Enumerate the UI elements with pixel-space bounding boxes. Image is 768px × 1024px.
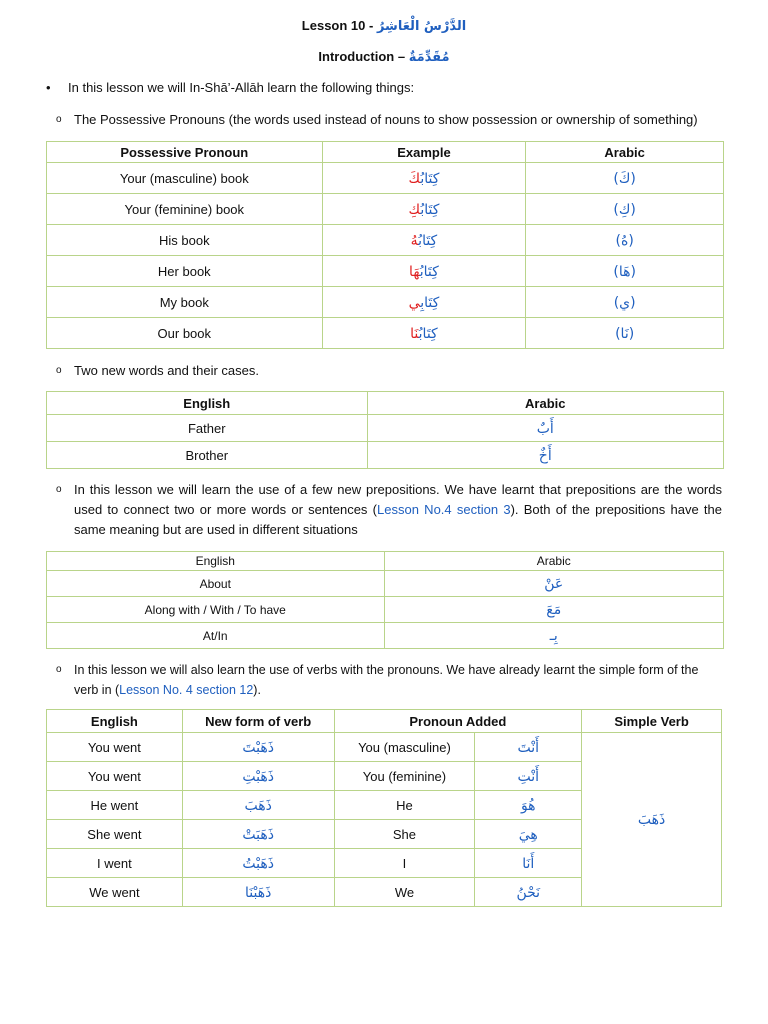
lesson-label: Lesson 10 xyxy=(301,18,366,33)
preposition-arabic: بِـ xyxy=(384,623,724,649)
circle-bullet-icon: o xyxy=(56,365,62,376)
pronoun-arabic: (هَا) xyxy=(526,256,724,287)
possessive-pronoun-table xyxy=(46,141,724,349)
verb-new-form: ذَهَبْتِ xyxy=(182,762,334,791)
intro-label: Introduction xyxy=(318,49,395,64)
pronoun-arabic: (نَا) xyxy=(526,318,724,349)
circle-bullet-icon: o xyxy=(56,664,62,675)
pronoun-added-arabic: أَنَا xyxy=(475,849,582,878)
pronoun-arabic: (كِ) xyxy=(526,194,724,225)
pronoun-added-arabic: هِيَ xyxy=(475,820,582,849)
table-header: Arabic xyxy=(526,142,724,163)
sub-point-verbs: o In this lesson we will also learn the use of verbs with the pronouns. We have already learnt the simple form of the verb in (Lesson No. 4 section 12). xyxy=(56,660,722,700)
bullet-icon: • xyxy=(46,80,51,95)
table-row xyxy=(47,571,724,597)
pronoun-added-english: We xyxy=(334,878,475,907)
table-header: English xyxy=(47,552,385,571)
example-suffix: هَا xyxy=(409,263,420,280)
intro-bullet xyxy=(46,80,414,95)
pronoun-arabic: (ي) xyxy=(526,287,724,318)
example-arabic xyxy=(322,256,526,287)
example-base: كِتَابِ xyxy=(420,294,440,311)
example-base: كِتَابُ xyxy=(420,201,440,218)
table-row xyxy=(47,318,724,349)
pronoun-added-english: You (feminine) xyxy=(334,762,475,791)
sub-point-text: Two new words and their cases. xyxy=(74,363,259,378)
sub-point-new-words xyxy=(56,361,259,381)
pronoun-added-arabic: هُوَ xyxy=(475,791,582,820)
pronoun-english: Her book xyxy=(47,256,323,287)
lesson-link[interactable]: Lesson No. 4 section 12 xyxy=(119,683,254,697)
table-row xyxy=(47,163,724,194)
preposition-arabic: مَعَ xyxy=(384,597,724,623)
sub-point-possessive xyxy=(56,110,724,130)
circle-bullet-icon: o xyxy=(56,114,62,125)
example-arabic xyxy=(322,194,526,225)
pronoun-added-english: He xyxy=(334,791,475,820)
pronoun-added-english: I xyxy=(334,849,475,878)
table-row xyxy=(47,442,724,469)
pronoun-added-english: She xyxy=(334,820,475,849)
verb-english: I went xyxy=(47,849,183,878)
table-header: Simple Verb xyxy=(582,710,722,733)
word-arabic: أَبٌ xyxy=(367,415,723,442)
example-arabic xyxy=(322,287,526,318)
verb-new-form: ذَهَبَ xyxy=(182,791,334,820)
table-header: Pronoun Added xyxy=(334,710,582,733)
verb-english: We went xyxy=(47,878,183,907)
example-arabic xyxy=(322,163,526,194)
sub-point-prepositions: o In this lesson we will learn the use of a few new prepositions. We have learnt that prepositions are the words used to connect two or more words or sentences (Lesson No.4 section 3). Both of the prepositions have the same meaning but are used in different situations xyxy=(56,482,722,537)
table-header: New form of verb xyxy=(182,710,334,733)
example-suffix: كَ xyxy=(408,170,421,187)
preposition-english: About xyxy=(47,571,385,597)
table-row xyxy=(47,597,724,623)
circle-bullet-icon: o xyxy=(56,484,62,495)
new-words-table xyxy=(46,391,724,469)
table-header: Arabic xyxy=(384,552,724,571)
table-header: Possessive Pronoun xyxy=(47,142,323,163)
verb-new-form: ذَهَبْتُ xyxy=(182,849,334,878)
pronoun-arabic: (هُ) xyxy=(526,225,724,256)
pronoun-english: Your (feminine) book xyxy=(47,194,323,225)
example-suffix: هُ xyxy=(410,232,419,249)
prepositions-table xyxy=(46,551,724,649)
verb-forms-table xyxy=(46,709,722,907)
table-row xyxy=(47,733,722,762)
pronoun-added-arabic: نَحْنُ xyxy=(475,878,582,907)
pronoun-added-arabic: أَنْتِ xyxy=(475,762,582,791)
table-row xyxy=(47,256,724,287)
pronoun-english: Your (masculine) book xyxy=(47,163,323,194)
table-header: Arabic xyxy=(367,392,723,415)
pronoun-added-english: You (masculine) xyxy=(334,733,475,762)
table-row xyxy=(47,225,724,256)
example-base: كِتَابُ xyxy=(419,263,439,280)
table-header: English xyxy=(47,710,183,733)
verb-new-form: ذَهَبْنَا xyxy=(182,878,334,907)
introduction-heading: Introduction – مُقَدِّمَةٌ xyxy=(318,49,450,65)
verb-english: He went xyxy=(47,791,183,820)
example-base: كِتَابُ xyxy=(418,325,438,342)
lesson-title-arabic: الدَّرْسُ الْعَاشِرُ xyxy=(376,19,467,34)
pronoun-english: Our book xyxy=(47,318,323,349)
verb-english: She went xyxy=(47,820,183,849)
intro-arabic: مُقَدِّمَةٌ xyxy=(408,50,450,65)
table-header: English xyxy=(47,392,368,415)
example-base: كِتَابُ xyxy=(418,232,438,249)
example-suffix: كِ xyxy=(408,201,421,218)
pronoun-arabic: (كَ) xyxy=(526,163,724,194)
table-row xyxy=(47,194,724,225)
verb-new-form: ذَهَبَتْ xyxy=(182,820,334,849)
preposition-arabic: عَنْ xyxy=(384,571,724,597)
lesson-link[interactable]: Lesson No.4 section 3 xyxy=(377,502,511,517)
example-arabic xyxy=(322,225,526,256)
bullet-text: In this lesson we will In-Shā’-Allāh learn the following things: xyxy=(68,80,415,95)
pronoun-english: His book xyxy=(47,225,323,256)
verb-english: You went xyxy=(47,733,183,762)
table-row xyxy=(47,623,724,649)
word-arabic: أَخٌ xyxy=(367,442,723,469)
table-row xyxy=(47,415,724,442)
example-suffix: نَا xyxy=(410,325,419,342)
example-base: كِتَابُ xyxy=(420,170,440,187)
example-suffix: ي xyxy=(408,294,421,311)
preposition-english: At/In xyxy=(47,623,385,649)
sub-point-text: The Possessive Pronouns (the words used instead of nouns to show possession or ownership of something) xyxy=(74,112,698,127)
word-english: Brother xyxy=(47,442,368,469)
verb-new-form: ذَهَبْتَ xyxy=(182,733,334,762)
simple-verb: ذَهَبَ xyxy=(582,733,722,907)
table-header: Example xyxy=(322,142,526,163)
word-english: Father xyxy=(47,415,368,442)
pronoun-added-arabic: أَنْتَ xyxy=(475,733,582,762)
lesson-title: Lesson 10 - الدَّرْسُ الْعَاشِرُ xyxy=(301,18,467,34)
verb-english: You went xyxy=(47,762,183,791)
pronoun-english: My book xyxy=(47,287,323,318)
example-arabic xyxy=(322,318,526,349)
table-row xyxy=(47,287,724,318)
preposition-english: Along with / With / To have xyxy=(47,597,385,623)
